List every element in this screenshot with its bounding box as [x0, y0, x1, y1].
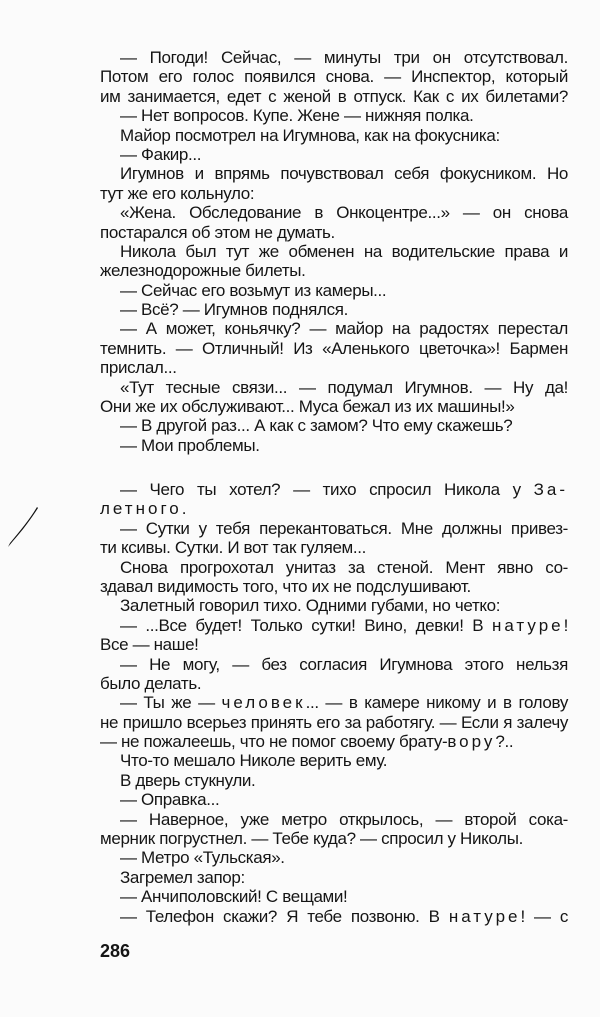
text-line — [100, 616, 568, 635]
text-line — [100, 184, 568, 203]
text-segment: тут же его кольнуло: — [100, 183, 255, 203]
text-segment: здавал видимость того, что их не подслушивают. — [100, 576, 471, 596]
text-segment: — Не могу, — без согласия Игумнова этого нельзя — [120, 654, 568, 674]
text-line — [100, 674, 568, 693]
text-line — [100, 790, 568, 809]
text-line — [100, 810, 568, 829]
text-segment: ! — [563, 615, 568, 635]
text-line — [100, 339, 568, 358]
text-segment: — Оправка... — [120, 790, 220, 810]
text-segment: мерник погрустнел. — Тебе куда? — спросил у Николы. — [100, 829, 523, 849]
margin-pen-mark-icon — [4, 505, 44, 550]
text-line — [100, 558, 568, 577]
text-line — [100, 126, 568, 145]
text-line — [100, 300, 568, 319]
text-line — [100, 499, 568, 518]
text-line — [100, 693, 568, 712]
text-segment: — Телефон скажи? Я тебе позвоню. В — [120, 906, 449, 926]
text-line — [100, 358, 568, 377]
text-line — [100, 887, 568, 906]
spaced-emphasis-text: человек — [221, 693, 306, 713]
text-segment: Все — наше! — [100, 635, 199, 655]
text-line — [100, 596, 568, 615]
text-line — [100, 635, 568, 654]
text-line — [100, 829, 568, 848]
text-line — [100, 164, 568, 183]
text-segment: железнодорожные билеты. — [100, 261, 306, 281]
text-segment: — Метро «Тульская». — [120, 848, 285, 868]
text-line — [100, 868, 568, 887]
text-segment: — Всё? — Игумнов поднялся. — [120, 300, 348, 320]
page-number: 286 — [100, 941, 131, 961]
spaced-emphasis-text: вору — [447, 732, 496, 752]
text-segment: Что-то мешало Николе верить ему. — [120, 751, 388, 771]
text-line — [100, 519, 568, 538]
text-line — [100, 319, 568, 338]
text-segment: «Тут тесные связи... — подумал Игумнов. — Ну да! — [120, 377, 568, 397]
text-line — [100, 378, 568, 397]
spaced-emphasis-text: натуре — [491, 615, 564, 635]
text-line — [100, 713, 568, 732]
text-segment: не пришло всерьез принять его за работягу. — Если я залечу — [100, 712, 568, 732]
text-segment: Майор посмотрел на Игумнова, как на фокусника: — [120, 125, 500, 145]
text-segment: — Чего ты хотел? — тихо спросил Никола у — [120, 480, 534, 499]
text-line — [100, 67, 568, 86]
text-segment: — Мои проблемы. — [120, 435, 260, 455]
text-segment: Никола был тут же обменен на водительские права и — [120, 241, 568, 261]
text-block-bottom — [100, 480, 568, 926]
text-segment: ?.. — [495, 732, 514, 752]
text-line — [100, 848, 568, 867]
text-line — [100, 480, 568, 499]
text-segment: — Нет вопросов. Купе. Жене — нижняя полка. — [120, 106, 474, 126]
text-block-top — [100, 48, 568, 455]
text-segment: темнить. — Отличный! Из «Аленького цветочка»! Бармен — [100, 338, 568, 358]
text-segment: — Анчиполовский! С вещами! — [120, 887, 348, 907]
text-segment: — В другой раз... А как с замом? Что ему скажешь? — [120, 416, 513, 436]
text-segment: — не пожалеешь, что не помог своему брату- — [100, 732, 448, 752]
spaced-emphasis-text: натуре — [448, 906, 521, 926]
text-line — [100, 242, 568, 261]
text-line — [100, 203, 568, 222]
text-line — [100, 771, 568, 790]
text-segment: Игумнов и впрямь почувствовал себя фокусником. Но — [120, 164, 568, 184]
text-line — [100, 577, 568, 596]
spaced-emphasis-text: За- — [533, 480, 568, 499]
text-line — [100, 87, 568, 106]
text-segment: — Ты же — — [120, 693, 222, 713]
text-line — [100, 907, 568, 926]
text-segment: ! — с — [520, 906, 568, 926]
text-line — [100, 261, 568, 280]
text-segment: — Сутки у тебя перекантоваться. Мне должны привез- — [120, 518, 568, 538]
text-segment: прислал... — [100, 358, 177, 378]
text-segment: Снова прогрохотал унитаз за стеной. Мент явно со- — [120, 557, 568, 577]
text-line — [100, 48, 568, 67]
text-segment: ... — в камере никому и в голову — [305, 693, 568, 713]
text-line — [100, 416, 568, 435]
text-line — [100, 655, 568, 674]
text-segment: — Сейчас его возьмут из камеры... — [120, 280, 387, 300]
text-line — [100, 732, 568, 751]
text-line — [100, 106, 568, 125]
text-segment: Загремел запор: — [120, 867, 245, 887]
text-segment: В дверь стукнули. — [120, 770, 256, 790]
text-line — [100, 223, 568, 242]
text-segment: Потом его голос появился снова. — Инспектор, который — [100, 67, 568, 87]
text-segment: — А может, коньячку? — майор на радостях перестал — [120, 319, 568, 339]
text-segment: ти ксивы. Сутки. И вот так гуляем... — [100, 538, 367, 558]
text-segment: Залетный говорил тихо. Одними губами, но четко: — [120, 596, 501, 616]
spaced-emphasis-text: летного. — [100, 499, 190, 519]
text-segment: «Жена. Обследование в Онкоцентре...» — он снова — [120, 203, 568, 223]
text-line — [100, 145, 568, 164]
text-line — [100, 751, 568, 770]
text-line — [100, 436, 568, 455]
text-line — [100, 538, 568, 557]
text-segment: было делать. — [100, 673, 202, 693]
text-segment: — Факир... — [120, 144, 202, 164]
text-segment: — Погоди! Сейчас, — минуты три он отсутствовал. — [120, 48, 568, 67]
text-segment: им занимается, едет с женой в отпуск. Как с их билетами? — [100, 86, 568, 106]
text-segment: постарался об этом не думать. — [100, 222, 335, 242]
text-segment: — ...Все будет! Только сутки! Вино, девки! В — [120, 615, 492, 635]
text-segment: — Наверное, уже метро открылось, — второй сока- — [120, 809, 568, 829]
text-line — [100, 397, 568, 416]
text-segment: Они же их обслуживают... Муса бежал из их машины!» — [100, 397, 515, 417]
text-line — [100, 281, 568, 300]
